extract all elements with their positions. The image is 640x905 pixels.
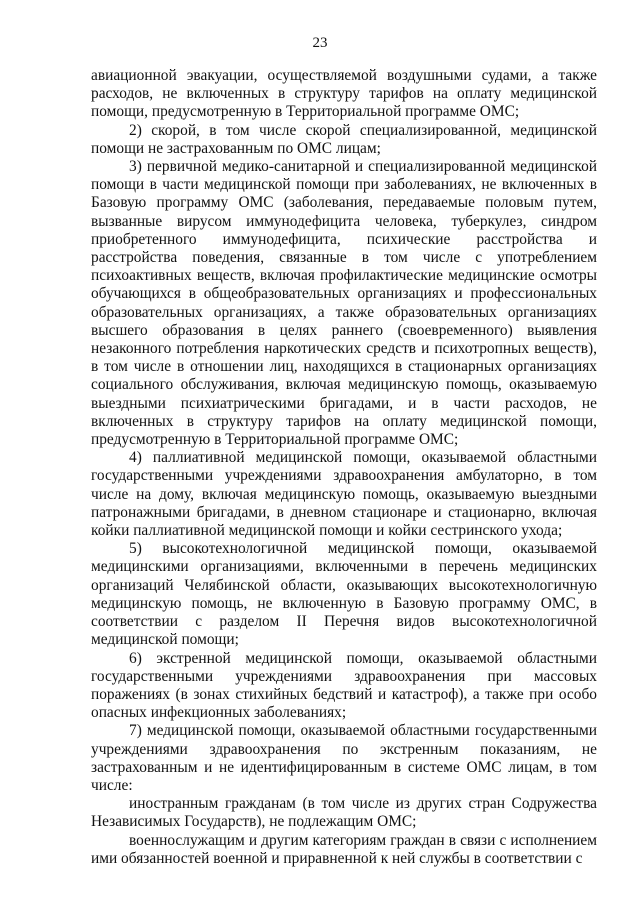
page-number: 23 (312, 35, 328, 51)
document-body (91, 67, 597, 868)
paragraph-continuation: авиационной эвакуации, осуществляемой воздушными судами, а также расходов, не включенных в структуру тарифов на оплату медицинской помощи, предусмотренную в Территориальной программе ОМС; (91, 67, 597, 121)
paragraph-item-5: 5) высокотехнологичной медицинской помощи, оказываемой медицинскими организациями, включенными в перечень медицинских организаций Челябинской области, оказывающих высокотехнологичную медицинскую помощь, не включенную в Базовую программу ОМС, в соответствии с разделом II Перечня видов высокотехнологичной медицинской помощи; (91, 540, 597, 649)
paragraph-item-3: 3) первичной медико-санитарной и специализированной медицинской помощи в части медицинской помощи при заболеваниях, не включенных в Базовую программу ОМС (заболевания, передаваемые половым путем, вызванные вирусом иммунодефицита человека, туберкулез, синдром приобретенного иммунодефицита, психические расстройства и расстройства поведения, связанные в том числе с употреблением психоактивных веществ, включая профилактические медицинские осмотры обучающихся в общеобразовательных организациях и профессиональных образовательных организациях, а также образовательных организациях высшего образования в целях раннего (своевременного) выявления незаконного потребления наркотических средств и психотропных веществ), в том числе в отношении лиц, находящихся в стационарных организациях социального обслуживания, включая медицинскую помощь, оказываемую выездными психиатрическими бригадами, и в части расходов, не включенных в структуру тарифов на оплату медицинской помощи, предусмотренную в Территориальной программе ОМС; (91, 158, 597, 449)
paragraph-item-7: 7) медицинской помощи, оказываемой областными государственными учреждениями здравоохранения по экстренным показаниям, не застрахованным и не идентифицированным в системе ОМС лицам, в том числе: (91, 722, 597, 794)
paragraph-item-6: 6) экстренной медицинской помощи, оказываемой областными государственными учреждениями здравоохранения при массовых поражениях (в зонах стихийных бедствий и катастроф), а также при особо опасных инфекционных заболеваниях; (91, 649, 597, 722)
paragraph-subitem-foreign-citizens: иностранным гражданам (в том числе из других стран Содружества Независимых Государств), не подлежащим ОМС; (91, 795, 597, 831)
paragraph-item-4: 4) паллиативной медицинской помощи, оказываемой областными государственными учреждениями здравоохранения амбулаторно, в том числе на дому, включая медицинскую помощь, оказываемую выездными патронажными бригадами, в дневном стационаре и стационарно, включая койки паллиативной медицинской помощи и койки сестринского ухода; (91, 449, 597, 540)
paragraph-item-2: 2) скорой, в том числе скорой специализированной, медицинской помощи не застрахованным по ОМС лицам; (91, 121, 597, 157)
paragraph-subitem-military: военнослужащим и другим категориям граждан в связи с исполнением ими обязанностей военной и приравненной к ней службы в соответствии с (91, 831, 597, 867)
